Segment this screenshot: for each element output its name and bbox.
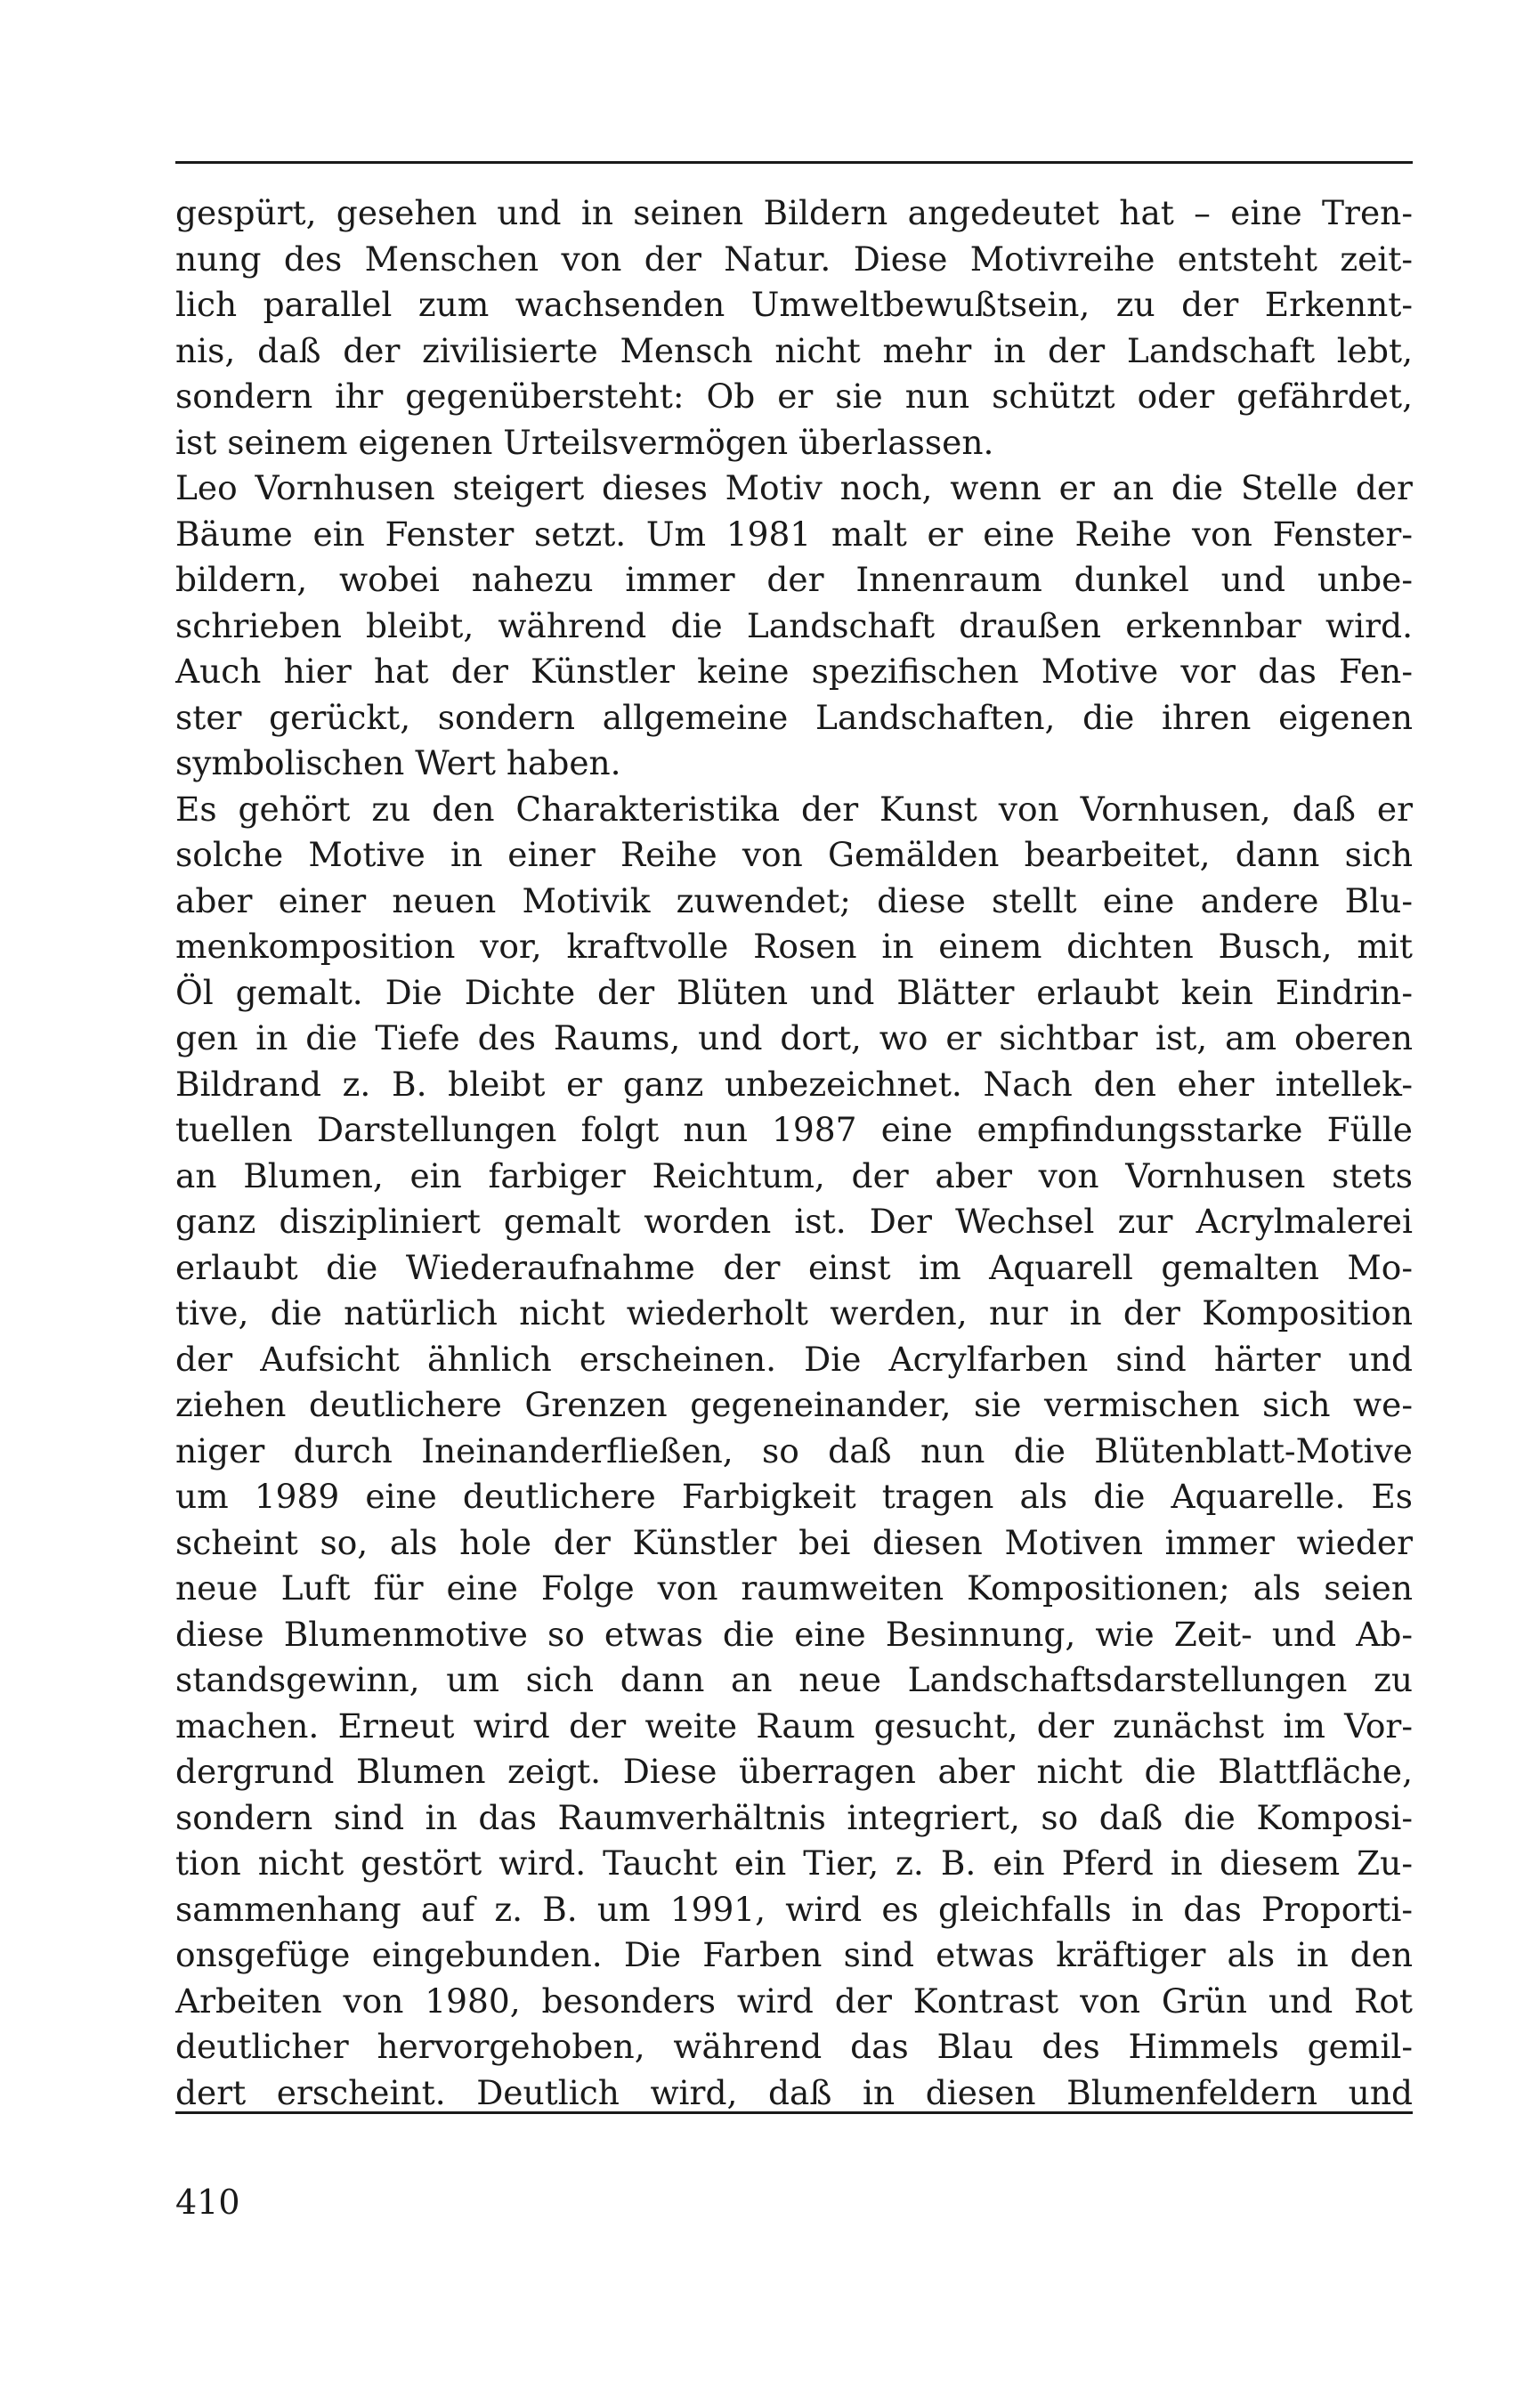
text-line: an Blumen, ein farbiger Reichtum, der aber von Vornhusen stets [175,1155,1413,1195]
text-line: Arbeiten von 1980, besonders wird der Kontrast von Grün und Rot [175,1981,1413,2021]
text-line: standsgewinn, um sich dann an neue Landschaftsdarstellungen zu [175,1660,1413,1699]
text-line: neue Luft für eine Folge von raumweiten Kompositionen; als seien [175,1568,1413,1608]
text-line: Bäume ein Fenster setzt. Um 1981 malt er eine Reihe von Fenster- [175,514,1413,554]
text-line: diese Blumenmotive so etwas die eine Besinnung, wie Zeit- und Ab- [175,1614,1413,1654]
body-text [175,190,1413,2116]
text-line: machen. Erneut wird der weite Raum gesucht, der zunächst im Vor- [175,1705,1413,1746]
text-line: tuellen Darstellungen folgt nun 1987 eine empfindungsstarke Fülle [175,1110,1413,1149]
text-line: Auch hier hat der Künstler keine spezifischen Motive vor das Fen- [175,652,1413,691]
text-line: dert erscheint. Deutlich wird, daß in diesen Blumenfeldern und [175,2072,1413,2112]
text-line: ster gerückt, sondern allgemeine Landschaften, die ihren eigenen [175,697,1413,737]
top-rule [175,161,1413,164]
text-line: dergrund Blumen zeigt. Diese überragen aber nicht die Blattfläche, [175,1752,1413,1791]
text-line: tive, die natürlich nicht wiederholt werden, nur in der Komposition [175,1293,1413,1333]
text-line: ziehen deutlichere Grenzen gegeneinander, sie vermischen sich we- [175,1385,1413,1424]
text-line: Öl gemalt. Die Dichte der Blüten und Blätter erlaubt kein Eindrin- [175,972,1413,1012]
text-line: sondern ihr gegenübersteht: Ob er sie nun schützt oder gefährdet, [175,377,1413,416]
text-line: Bildrand z. B. bleibt er ganz unbezeichnet. Nach den eher intellek- [175,1064,1413,1104]
text-line: Es gehört zu den Charakteristika der Kunst von Vornhusen, daß er [175,789,1413,829]
text-line: niger durch Ineinanderfließen, so daß nun die Blütenblatt-Motive [175,1430,1413,1470]
text-line: symbolischen Wert haben. [175,743,621,782]
text-line: ganz diszipliniert gemalt worden ist. Der Wechsel zur Acrylmalerei [175,1202,1413,1241]
text-line: deutlicher hervorgehoben, während das Blau des Himmels gemil- [175,2027,1413,2066]
text-line: erlaubt die Wiederaufnahme der einst im Aquarell gemalten Mo- [175,1247,1413,1287]
text-line: bildern, wobei nahezu immer der Innenraum dunkel und unbe- [175,560,1413,599]
text-line: um 1989 eine deutlichere Farbigkeit tragen als die Aquarelle. Es [175,1477,1413,1516]
text-line: sondern sind in das Raumverhältnis integriert, so daß die Komposi- [175,1797,1413,1837]
text-line: menkomposition vor, kraftvolle Rosen in einem dichten Busch, mit [175,927,1413,966]
bottom-rule [175,2111,1413,2114]
text-line: ist seinem eigenen Urteilsvermögen überlassen. [175,422,994,462]
page-number: 410 [175,2183,240,2222]
text-line: nung des Menschen von der Natur. Diese Motivreihe entsteht zeit- [175,239,1413,279]
text-line: tion nicht gestört wird. Taucht ein Tier, z. B. ein Pferd in diesem Zu- [175,1843,1413,1883]
text-line: nis, daß der zivilisierte Mensch nicht mehr in der Landschaft lebt, [175,330,1413,370]
text-line: aber einer neuen Motivik zuwendet; diese stellt eine andere Blu- [175,880,1413,920]
text-line: der Aufsicht ähnlich erscheinen. Die Acrylfarben sind härter und [175,1339,1413,1379]
text-line: sammenhang auf z. B. um 1991, wird es gleichfalls in das Proporti- [175,1889,1413,1929]
text-line: scheint so, als hole der Künstler bei diesen Motiven immer wieder [175,1522,1413,1562]
text-line: onsgefüge eingebunden. Die Farben sind etwas kräftiger als in den [175,1935,1413,1974]
text-line: gespürt, gesehen und in seinen Bildern angedeutet hat – eine Tren- [175,193,1413,232]
text-line: gen in die Tiefe des Raums, und dort, wo er sichtbar ist, am oberen [175,1018,1413,1057]
text-line: Leo Vornhusen steigert dieses Motiv noch, wenn er an die Stelle der [175,468,1413,507]
text-line: solche Motive in einer Reihe von Gemälden bearbeitet, dann sich [175,835,1413,874]
text-line: schrieben bleibt, während die Landschaft draußen erkennbar wird. [175,605,1413,645]
text-line: lich parallel zum wachsenden Umweltbewußtsein, zu der Erkennt- [175,285,1413,324]
